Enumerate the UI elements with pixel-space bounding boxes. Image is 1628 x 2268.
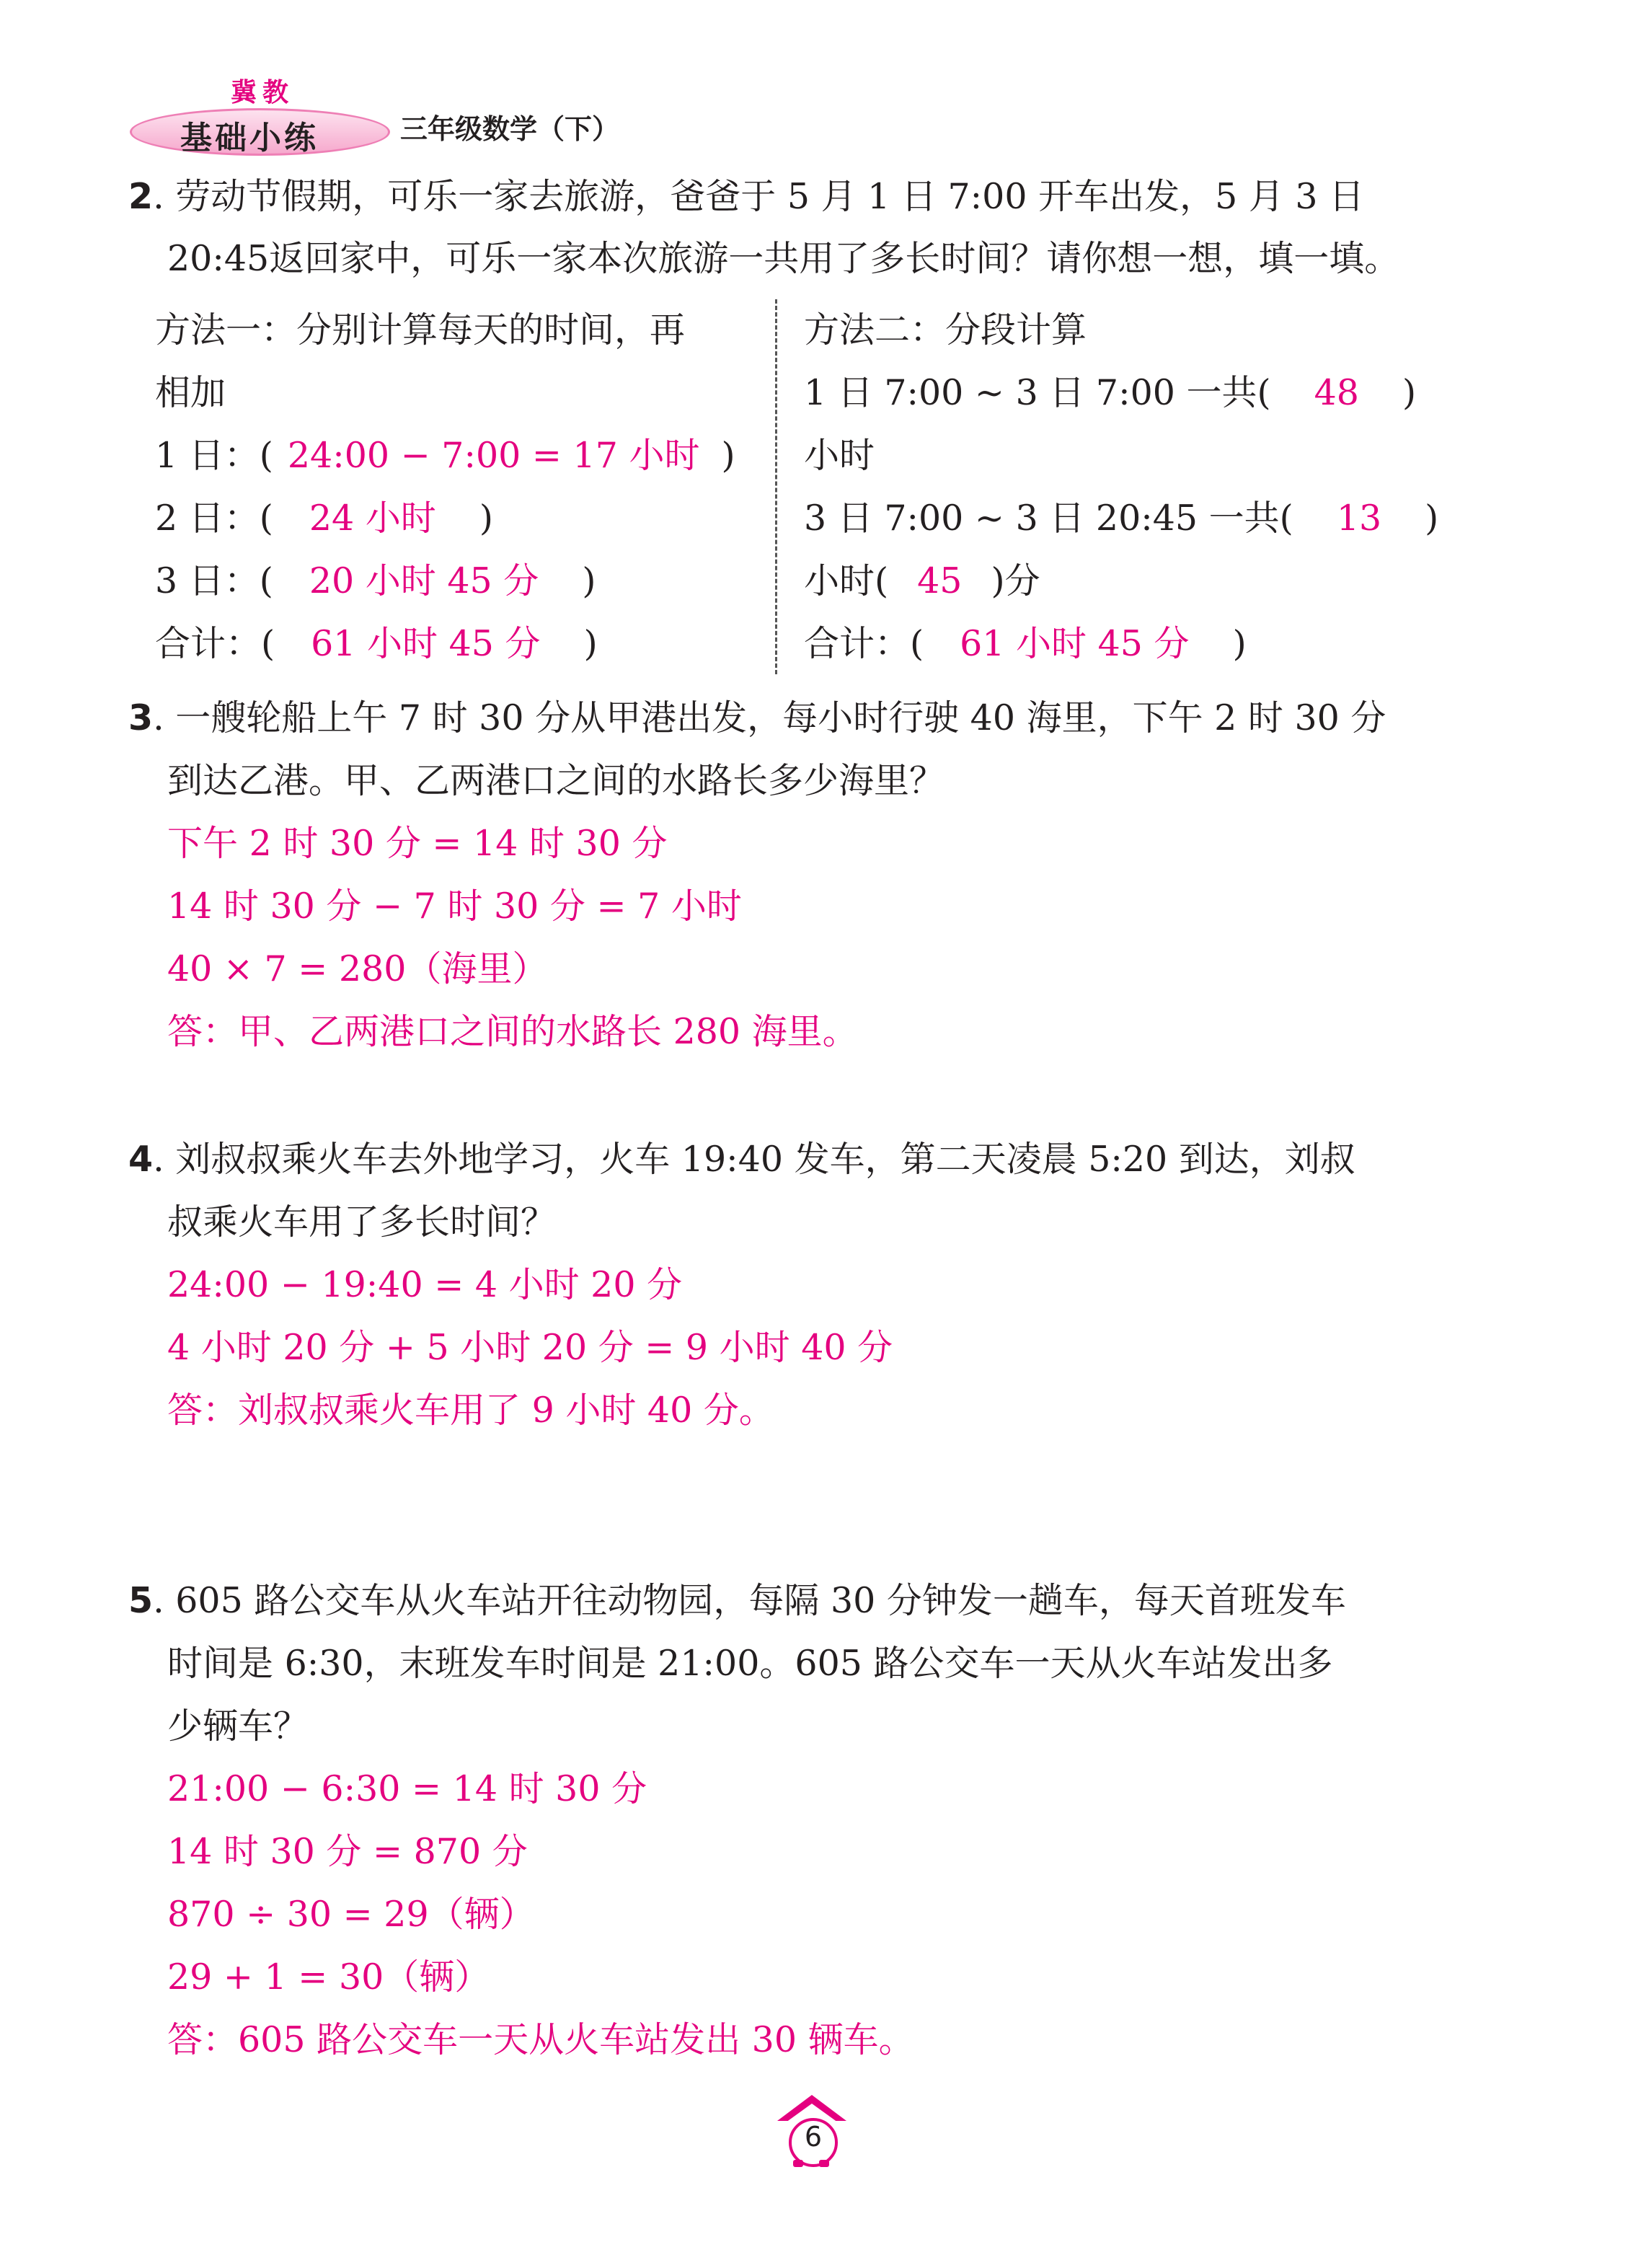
bracket-close: ) bbox=[1425, 498, 1439, 539]
m1-day2-answer: 24 小时 bbox=[309, 498, 436, 539]
m1-total-label: 合计：( bbox=[155, 623, 275, 664]
bracket-close: ) bbox=[1232, 623, 1247, 664]
q3-answer-3: 40 × 7 = 280（海里） bbox=[167, 948, 548, 989]
m1-day3-label: 3 日：( bbox=[155, 560, 273, 601]
m1-day3-answer: 20 小时 45 分 bbox=[309, 560, 539, 601]
q3-line1 bbox=[128, 687, 1386, 749]
q3-answer-4: 答：甲、乙两港口之间的水路长 280 海里。 bbox=[167, 1011, 858, 1052]
series-logo bbox=[130, 72, 389, 159]
q4-number: 4 bbox=[128, 1139, 154, 1180]
bracket-close: ) bbox=[721, 435, 735, 476]
m2-seg1-unit: 小时 bbox=[804, 435, 875, 476]
bracket-close: ) bbox=[1402, 372, 1417, 413]
m2-seg1-label: 1 日 7:00 ~ 3 日 7:00 一共( bbox=[804, 372, 1271, 413]
q4-answer-1: 24:00 − 19:40 = 4 小时 20 分 bbox=[167, 1264, 683, 1305]
m2-seg1-answer: 48 bbox=[1314, 372, 1359, 413]
q4-line1 bbox=[128, 1129, 1355, 1191]
m2-total-label: 合计：( bbox=[804, 623, 924, 664]
q3-answer-1: 下午 2 时 30 分 = 14 时 30 分 bbox=[167, 823, 668, 864]
q3-answer-2: 14 时 30 分 − 7 时 30 分 = 7 小时 bbox=[167, 886, 742, 927]
m1-total bbox=[155, 613, 598, 675]
q4-answer-3: 答：刘叔叔乘火车用了 9 小时 40 分。 bbox=[167, 1390, 774, 1431]
q5-number: 5 bbox=[128, 1580, 154, 1621]
q5-line3: 少辆车？ bbox=[167, 1706, 309, 1747]
m1-day3 bbox=[155, 550, 596, 612]
q3-number: 3 bbox=[128, 697, 154, 738]
q5-line2: 时间是 6:30，末班发车时间是 21:00。605 路公交车一天从火车站发出多 bbox=[167, 1643, 1333, 1684]
m2-seg2 bbox=[804, 487, 1438, 550]
badge-leg-right bbox=[819, 2160, 829, 2167]
page-number-badge bbox=[777, 2095, 846, 2167]
m2-total bbox=[804, 613, 1247, 675]
q5-answer-4: 29 + 1 = 30（辆） bbox=[167, 1956, 490, 1998]
m1-total-answer: 61 小时 45 分 bbox=[311, 623, 541, 664]
q5-answer-3: 870 ÷ 30 = 29（辆） bbox=[167, 1894, 535, 1935]
q3-line2: 到达乙港。甲、乙两港口之间的水路长多少海里？ bbox=[167, 760, 945, 801]
m1-title-1: 方法一：分别计算每天的时间，再 bbox=[155, 309, 686, 350]
q2-line1 bbox=[128, 166, 1364, 228]
m2-title: 方法二：分段计算 bbox=[804, 309, 1087, 350]
q2-line2: 20:45返回家中，可乐一家本次旅游一共用了多长时间？请你想一想，填一填。 bbox=[167, 238, 1400, 279]
series-title: 基础小练 bbox=[180, 120, 319, 156]
m2-minutes-answer: 45 bbox=[917, 560, 963, 601]
m2-seg2-answer: 13 bbox=[1336, 498, 1382, 539]
m1-day2-label: 2 日：( bbox=[155, 498, 273, 539]
page-number: 6 bbox=[804, 2121, 823, 2153]
q5-line1 bbox=[128, 1570, 1346, 1632]
m2-seg2-unit bbox=[804, 550, 1040, 612]
bracket-close: ) bbox=[583, 623, 598, 664]
q5-answer-5: 答：605 路公交车一天从火车站发出 30 辆车。 bbox=[167, 2019, 914, 2060]
q5-answer-2: 14 时 30 分 = 870 分 bbox=[167, 1831, 528, 1872]
publisher-label: 冀教 bbox=[231, 78, 295, 107]
bracket-close: ) bbox=[479, 498, 493, 539]
badge-leg-left bbox=[793, 2160, 803, 2167]
q4-answer-2: 4 小时 20 分 + 5 小时 20 分 = 9 小时 40 分 bbox=[167, 1327, 893, 1368]
m1-day1 bbox=[155, 425, 735, 487]
m2-minutes-label: )分 bbox=[991, 560, 1040, 601]
q5-text-1: . 605 路公交车从火车站开往动物园，每隔 30 分钟发一趟车，每天首班发车 bbox=[153, 1580, 1346, 1621]
m2-total-answer: 61 小时 45 分 bbox=[960, 623, 1190, 664]
q4-text-1: . 刘叔叔乘火车去外地学习，火车 19:40 发车，第二天凌晨 5:20 到达，刘叔 bbox=[153, 1139, 1355, 1180]
q3-text-1: . 一艘轮船上午 7 时 30 分从甲港出发，每小时行驶 40 海里，下午 2 时 30 分 bbox=[153, 697, 1386, 738]
grade-subject: 三年级数学（下） bbox=[400, 113, 620, 145]
q2-text-1: . 劳动节假期，可乐一家去旅游，爸爸于 5 月 1 日 7:00 开车出发，5 月 3 日 bbox=[153, 176, 1365, 217]
q4-line2: 叔乘火车用了多长时间？ bbox=[167, 1201, 557, 1243]
m2-seg1 bbox=[804, 362, 1416, 424]
m1-title-2: 相加 bbox=[155, 372, 226, 413]
method-divider bbox=[775, 299, 777, 674]
m1-day2 bbox=[155, 487, 493, 550]
q2-number: 2 bbox=[128, 176, 154, 217]
m1-day1-label: 1 日：( bbox=[155, 435, 273, 476]
m1-day1-answer: 24:00 − 7:00 = 17 小时 bbox=[287, 435, 700, 476]
m2-seg2-label: 3 日 7:00 ~ 3 日 20:45 一共( bbox=[804, 498, 1293, 539]
bracket-close: ) bbox=[582, 560, 596, 601]
m2-hours-label: 小时( bbox=[804, 560, 889, 601]
q5-answer-1: 21:00 − 6:30 = 14 时 30 分 bbox=[167, 1768, 647, 1809]
